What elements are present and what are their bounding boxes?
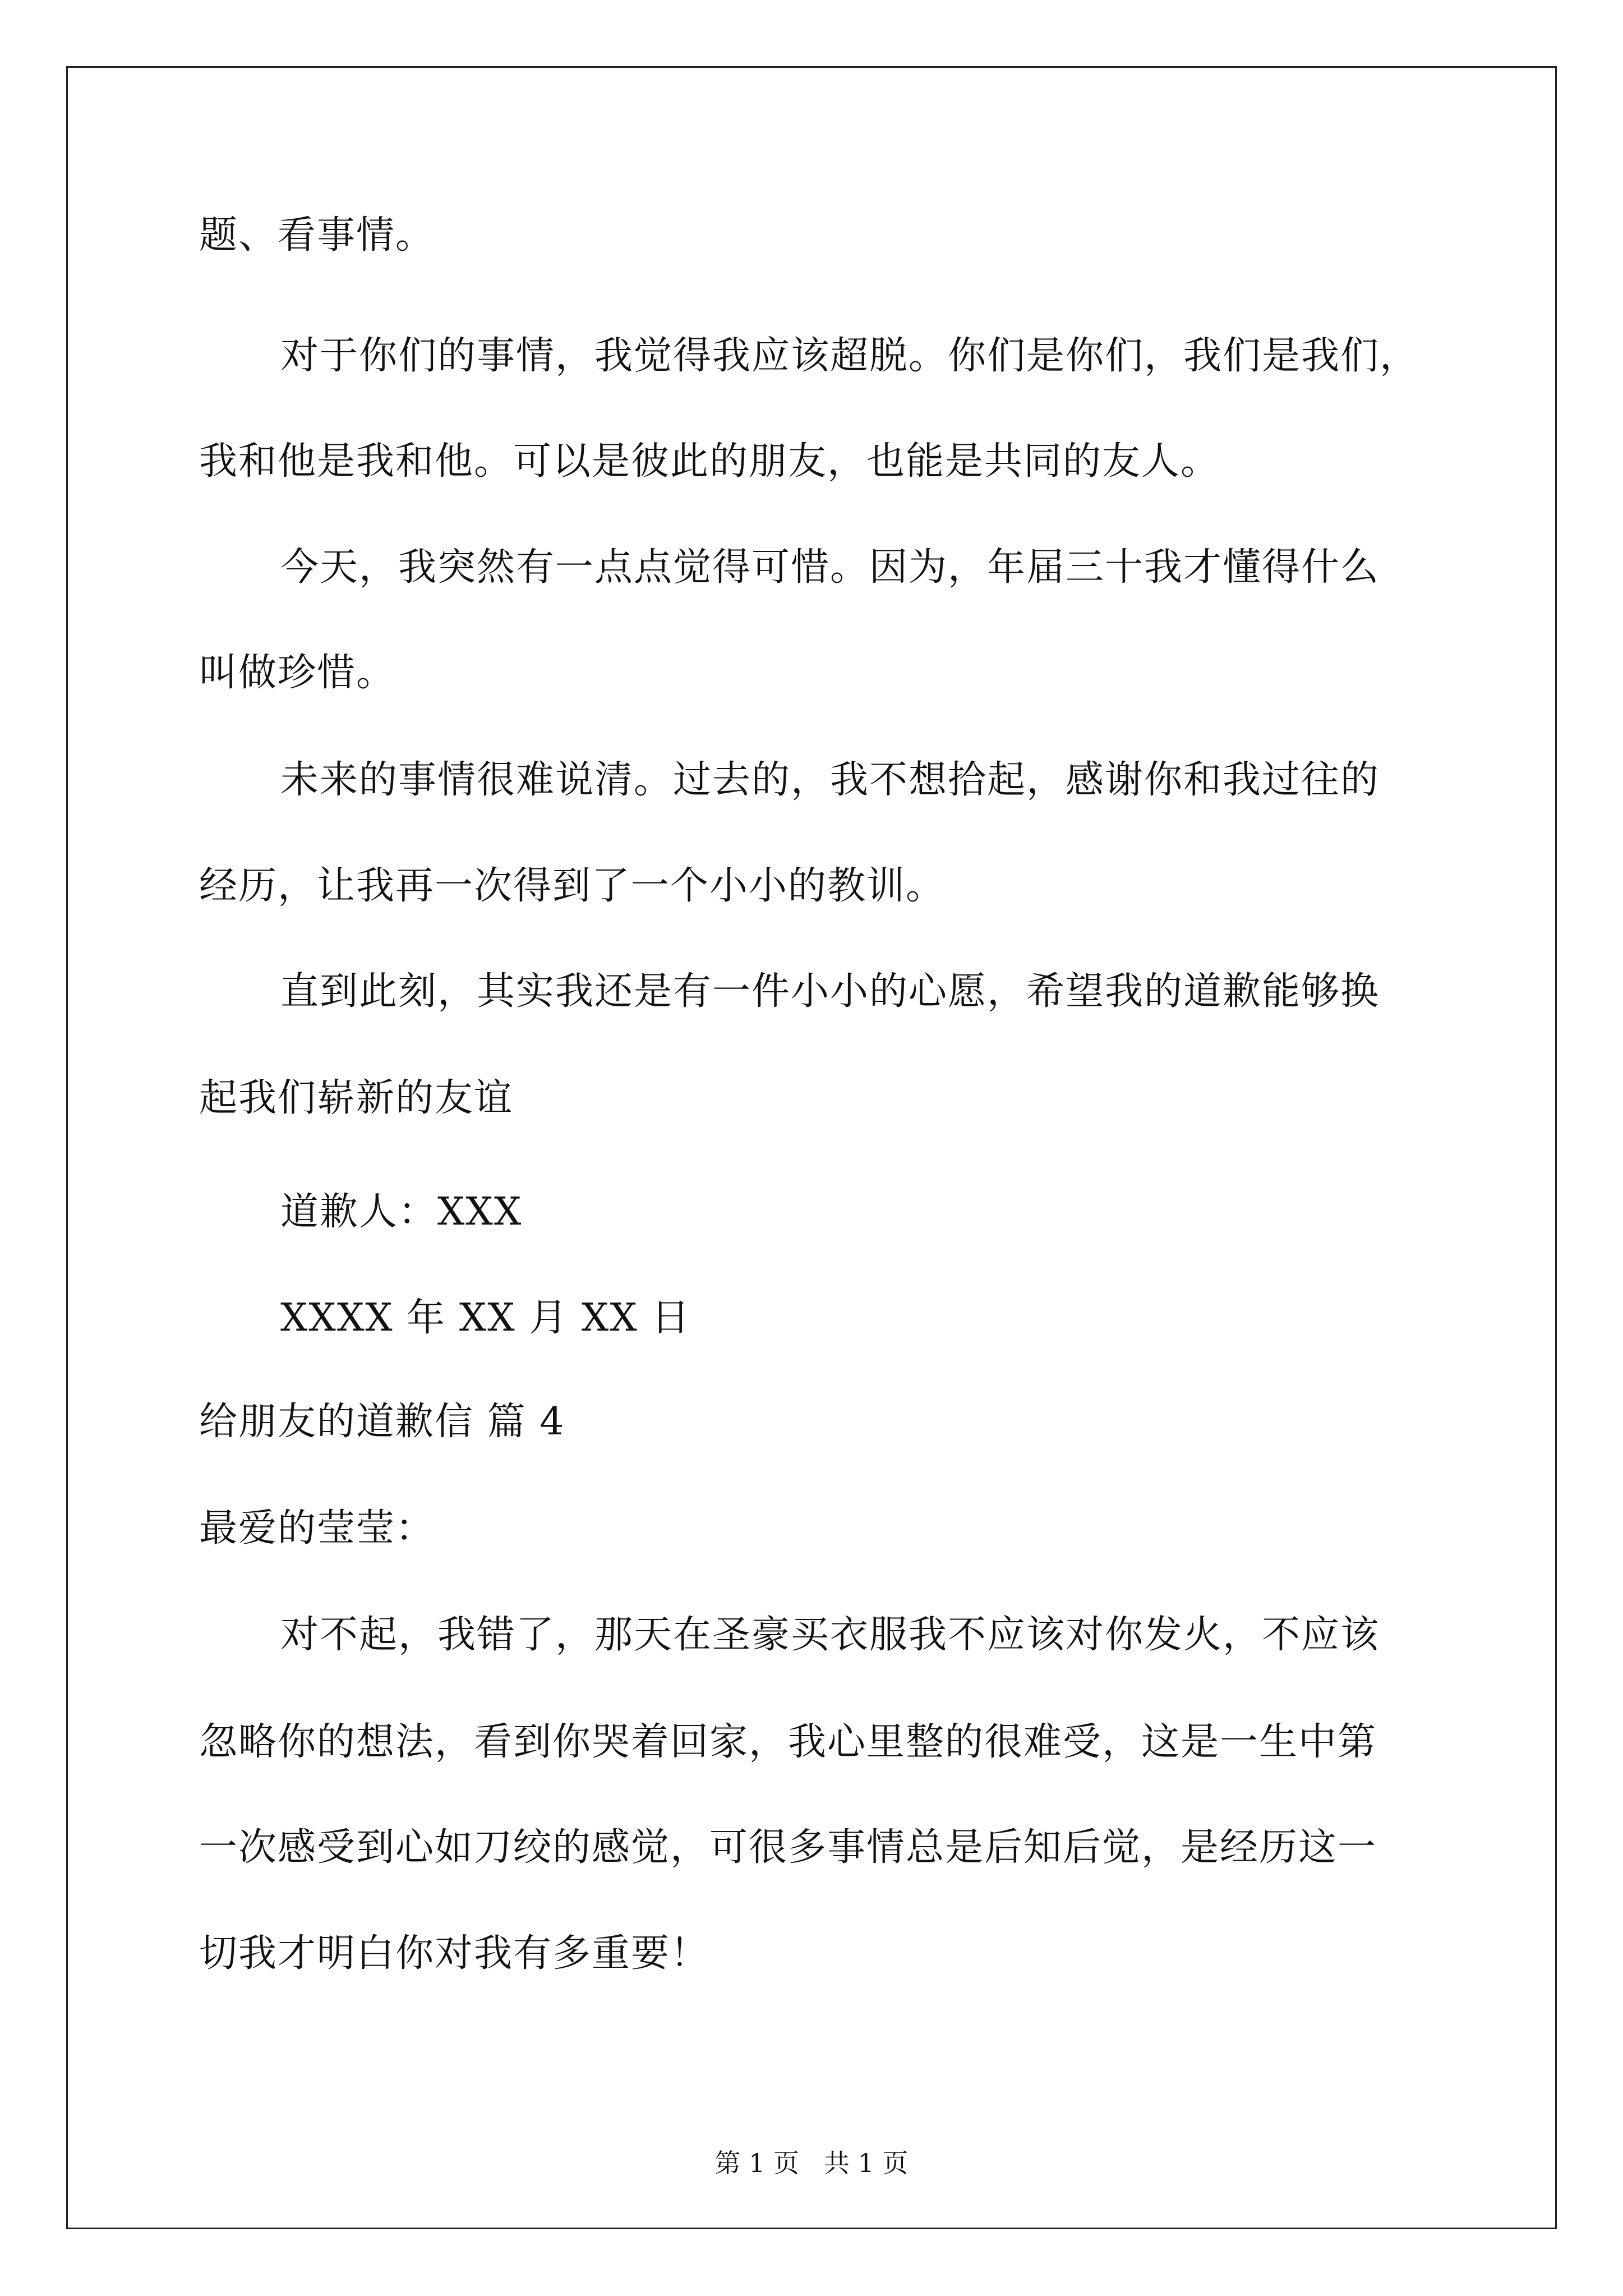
text-line: 对不起，我错了，那天在圣豪买衣服我不应该对你发火，不应该	[280, 1613, 1380, 1657]
text-line: 直到此刻，其实我还是有一件小小的心愿，希望我的道歉能够换	[280, 969, 1380, 1014]
text-line: 对于你们的事情，我觉得我应该超脱。你们是你们，我们是我们，	[280, 334, 1419, 378]
page-border	[66, 66, 1557, 2229]
text-line: 切我才明白你对我有多重要！	[199, 1931, 710, 1976]
text-line: 一次感受到心如刀绞的感觉，可很多事情总是后知后觉，是经历这一	[199, 1825, 1377, 1870]
date-line: XXXX 年 XX 月 XX 日	[280, 1296, 691, 1340]
text-line: 忽略你的想法，看到你哭着回家，我心里整的很难受，这是一生中第	[199, 1720, 1377, 1764]
text-line: 今天，我突然有一点点觉得可惜。因为，年届三十我才懂得什么	[280, 545, 1380, 590]
salutation: 最爱的莹莹：	[199, 1506, 435, 1550]
page-footer: 第 1 页 共 1 页	[714, 2148, 909, 2178]
text-line: 题、看事情。	[199, 213, 435, 257]
text-line: 未来的事情很难说清。过去的，我不想拾起，感谢你和我过往的	[280, 758, 1380, 802]
section-heading: 给朋友的道歉信 篇 4	[199, 1400, 565, 1444]
signature-line: 道歉人：XXX	[280, 1190, 523, 1234]
text-line: 经历，让我再一次得到了一个小小的教训。	[199, 864, 946, 908]
text-line: 起我们崭新的友谊	[199, 1076, 514, 1120]
text-line: 我和他是我和他。可以是彼此的朋友，也能是共同的友人。	[199, 439, 1220, 484]
text-line: 叫做珍惜。	[199, 651, 396, 695]
